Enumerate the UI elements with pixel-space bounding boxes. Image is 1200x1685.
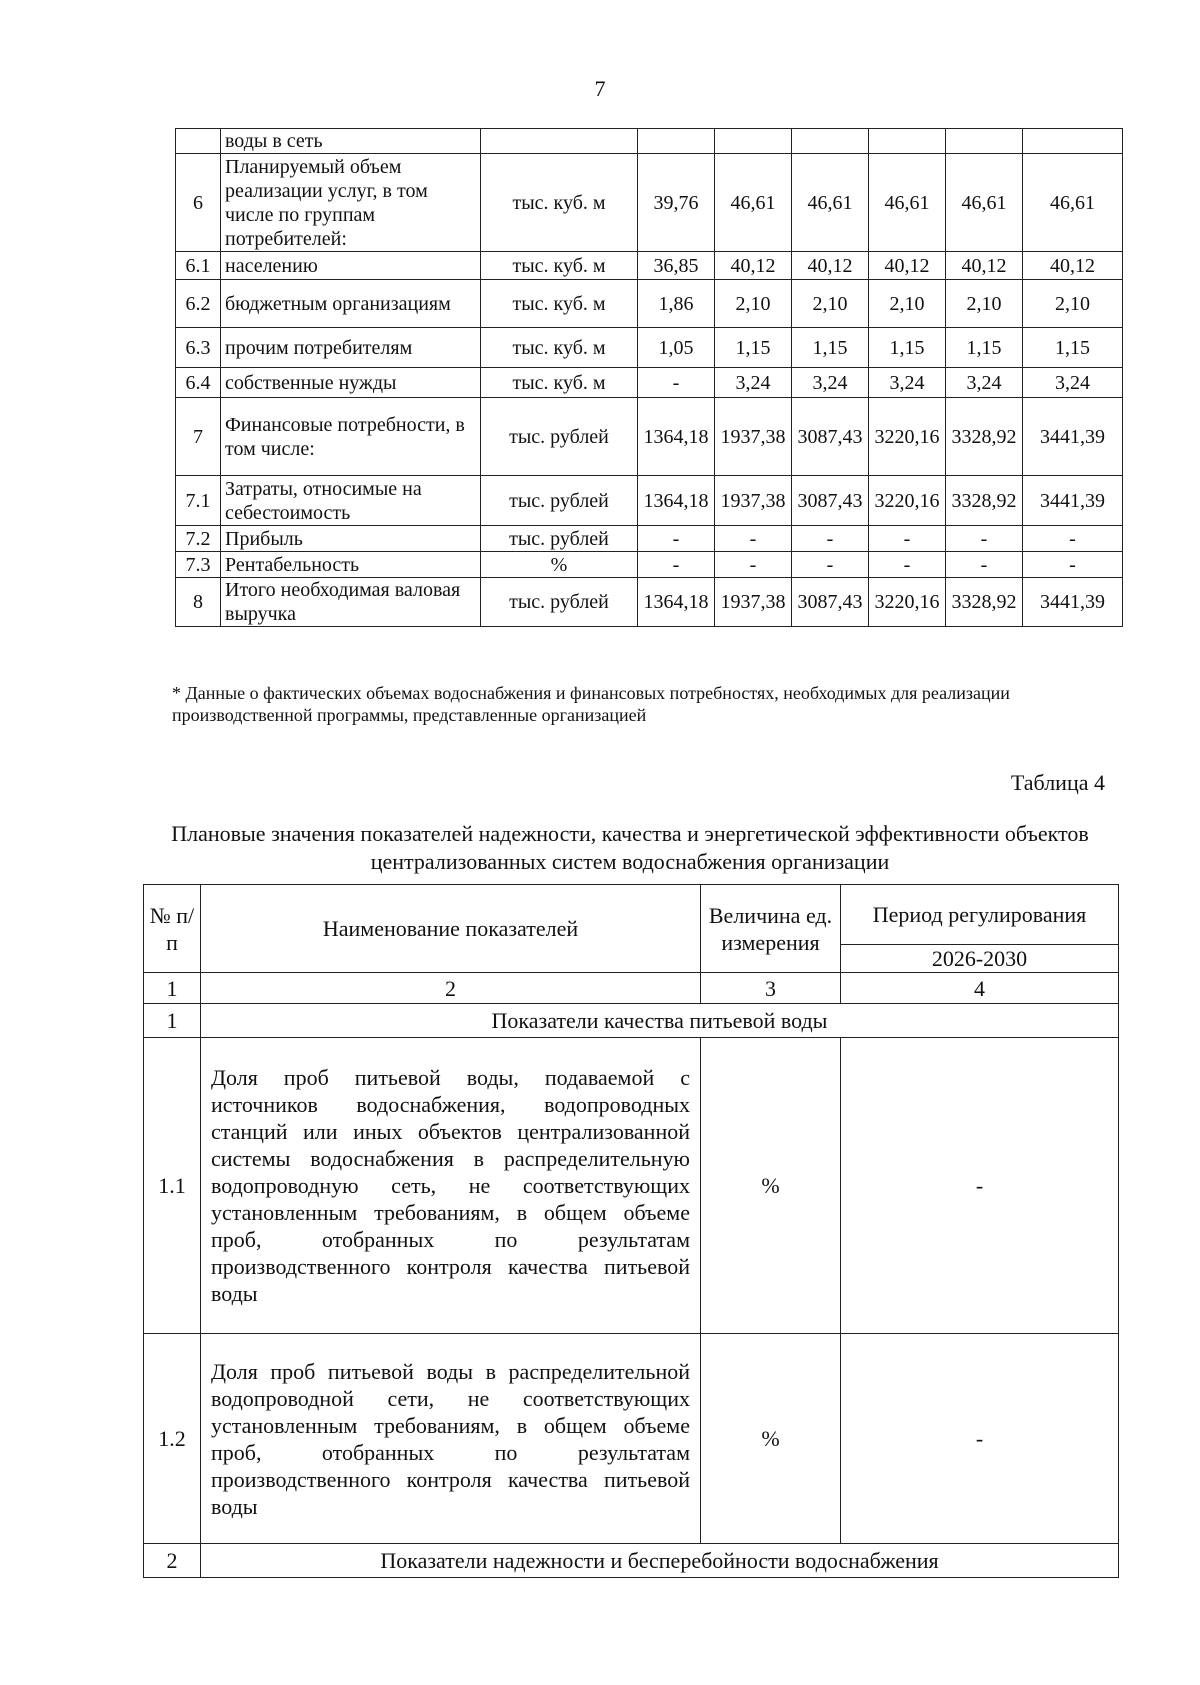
table-row (176, 154, 1123, 252)
indicator-name: Доля проб питьевой воды в распределительной водопроводной сети, не соответствующих установленным требованиям, в общем объеме проб, отобранных по результатам производственного контроля качества питьевой воды (201, 1334, 701, 1544)
row-value: 1364,18 (638, 476, 715, 526)
row-value: - (638, 526, 715, 552)
row-value: 46,61 (792, 154, 869, 252)
section-title: Показатели надежности и бесперебойности водоснабжения (201, 1544, 1119, 1578)
row-value: 1,05 (638, 328, 715, 368)
row-value: 1,15 (792, 328, 869, 368)
row-value: 2,10 (1023, 280, 1123, 328)
header-num: № п/п (144, 885, 201, 973)
row-value: - (869, 526, 946, 552)
row-number: 1.1 (144, 1038, 201, 1334)
row-unit: тыс. рублей (481, 578, 638, 627)
row-unit: тыс. куб. м (481, 252, 638, 280)
row-value: 40,12 (946, 252, 1023, 280)
row-value: 1364,18 (638, 578, 715, 627)
row-number: 6.3 (176, 328, 221, 368)
row-value: 3328,92 (946, 476, 1023, 526)
row-value: - (792, 526, 869, 552)
row-value: 3,24 (792, 368, 869, 398)
row-name: Финансовые потребности, в том числе: (221, 398, 481, 476)
row-value: 3087,43 (792, 398, 869, 476)
row-name: Планируемый объем реализации услуг, в том числе по группам потребителей: (221, 154, 481, 252)
row-value (869, 129, 946, 154)
header-unit: Величина ед. измерения (701, 885, 841, 973)
row-name: Затраты, относимые на себестоимость (221, 476, 481, 526)
indicator-value: - (841, 1334, 1119, 1544)
row-number: 6.4 (176, 368, 221, 398)
row-value: 40,12 (869, 252, 946, 280)
row-unit: тыс. куб. м (481, 328, 638, 368)
row-value: 46,61 (1023, 154, 1123, 252)
table-row (176, 280, 1123, 328)
row-value (1023, 129, 1123, 154)
row-value: 3328,92 (946, 578, 1023, 627)
table-row (176, 129, 1123, 154)
row-number: 7.1 (176, 476, 221, 526)
row-value: 1364,18 (638, 398, 715, 476)
row-value: - (638, 368, 715, 398)
table-row (176, 476, 1123, 526)
row-value: 3,24 (869, 368, 946, 398)
row-value: 40,12 (1023, 252, 1123, 280)
row-value: 1,15 (869, 328, 946, 368)
row-value: 3087,43 (792, 476, 869, 526)
row-unit: тыс. куб. м (481, 154, 638, 252)
row-value: - (946, 552, 1023, 578)
row-name: Рентабельность (221, 552, 481, 578)
row-value: 3087,43 (792, 578, 869, 627)
row-number: 1.2 (144, 1334, 201, 1544)
row-value: 1,15 (1023, 328, 1123, 368)
row-value: - (1023, 526, 1123, 552)
table-row (176, 252, 1123, 280)
row-value: 39,76 (638, 154, 715, 252)
row-value: 2,10 (715, 280, 792, 328)
row-value: 2,10 (946, 280, 1023, 328)
row-number: 6.1 (176, 252, 221, 280)
row-name: населению (221, 252, 481, 280)
indicators-table (143, 884, 1119, 1578)
table-label: Таблица 4 (1010, 770, 1105, 795)
row-value: 3441,39 (1023, 578, 1123, 627)
row-unit: тыс. куб. м (481, 280, 638, 328)
section-number: 2 (144, 1544, 201, 1578)
col-number: 3 (701, 973, 841, 1004)
row-value (638, 129, 715, 154)
row-value: 3220,16 (869, 398, 946, 476)
row-name: бюджетным организациям (221, 280, 481, 328)
row-value: 46,61 (946, 154, 1023, 252)
row-value: 1,15 (715, 328, 792, 368)
indicator-unit: % (701, 1334, 841, 1544)
table-row (176, 368, 1123, 398)
table-row (176, 328, 1123, 368)
row-name: Прибыль (221, 526, 481, 552)
row-value: 3,24 (1023, 368, 1123, 398)
table-title: Плановые значения показателей надежности, качества и энергетической эффективности объектов централизованных систем водоснабжения организации (171, 821, 1089, 874)
row-value: - (715, 552, 792, 578)
row-unit: тыс. рублей (481, 476, 638, 526)
row-value: - (638, 552, 715, 578)
section-title: Показатели качества питьевой воды (201, 1004, 1119, 1038)
table-row (176, 578, 1123, 627)
row-value: 2,10 (792, 280, 869, 328)
row-unit: тыс. куб. м (481, 368, 638, 398)
table-row (176, 526, 1123, 552)
table-row (176, 398, 1123, 476)
indicator-unit: % (701, 1038, 841, 1334)
row-unit (481, 129, 638, 154)
production-program-table (175, 128, 1123, 627)
row-value: 1,86 (638, 280, 715, 328)
row-value: 3220,16 (869, 476, 946, 526)
indicator-name: Доля проб питьевой воды, подаваемой с источников водоснабжения, водопроводных станций или иных объектов централизованной системы водоснабжения в распределительную водопроводную сеть, не соответствующих установленным требованиям, в общем объеме проб, отобранных по результатам производственного контроля качества питьевой воды (201, 1038, 701, 1334)
header-period: Период регулирования (841, 885, 1119, 945)
header-years: 2026-2030 (841, 945, 1119, 973)
row-value: 40,12 (792, 252, 869, 280)
footnote: * Данные о фактических объемах водоснабжения и финансовых потребностях, необходимых для реализации производственной программы, представленные организацией (172, 683, 1010, 725)
row-value: - (946, 526, 1023, 552)
row-number (176, 129, 221, 154)
row-value (715, 129, 792, 154)
row-value: - (869, 552, 946, 578)
row-value (946, 129, 1023, 154)
row-name: Итого необходимая валовая выручка (221, 578, 481, 627)
row-number: 7 (176, 398, 221, 476)
row-number: 6.2 (176, 280, 221, 328)
table-row (176, 552, 1123, 578)
col-number: 2 (201, 973, 701, 1004)
row-value: 36,85 (638, 252, 715, 280)
row-value: 3328,92 (946, 398, 1023, 476)
row-number: 7.2 (176, 526, 221, 552)
row-value: 3441,39 (1023, 476, 1123, 526)
row-name: воды в сеть (221, 129, 481, 154)
row-value: 1,15 (946, 328, 1023, 368)
row-name: прочим потребителям (221, 328, 481, 368)
col-number: 4 (841, 973, 1119, 1004)
row-value: 3,24 (715, 368, 792, 398)
row-value: - (1023, 552, 1123, 578)
section-number: 1 (144, 1004, 201, 1038)
row-value (792, 129, 869, 154)
row-value: 46,61 (869, 154, 946, 252)
row-value: 2,10 (869, 280, 946, 328)
col-number: 1 (144, 973, 201, 1004)
row-value: 46,61 (715, 154, 792, 252)
row-number: 6 (176, 154, 221, 252)
row-value: 3,24 (946, 368, 1023, 398)
row-unit: тыс. рублей (481, 526, 638, 552)
row-number: 8 (176, 578, 221, 627)
row-value: - (715, 526, 792, 552)
row-value: 1937,38 (715, 398, 792, 476)
row-name: собственные нужды (221, 368, 481, 398)
row-value: 40,12 (715, 252, 792, 280)
row-value: 3441,39 (1023, 398, 1123, 476)
row-number: 7.3 (176, 552, 221, 578)
row-value: 1937,38 (715, 476, 792, 526)
row-value: 1937,38 (715, 578, 792, 627)
indicator-value: - (841, 1038, 1119, 1334)
page-number: 7 (594, 76, 606, 101)
row-value: - (792, 552, 869, 578)
header-name: Наименование показателей (201, 885, 701, 973)
row-value: 3220,16 (869, 578, 946, 627)
row-unit: тыс. рублей (481, 398, 638, 476)
row-unit: % (481, 552, 638, 578)
